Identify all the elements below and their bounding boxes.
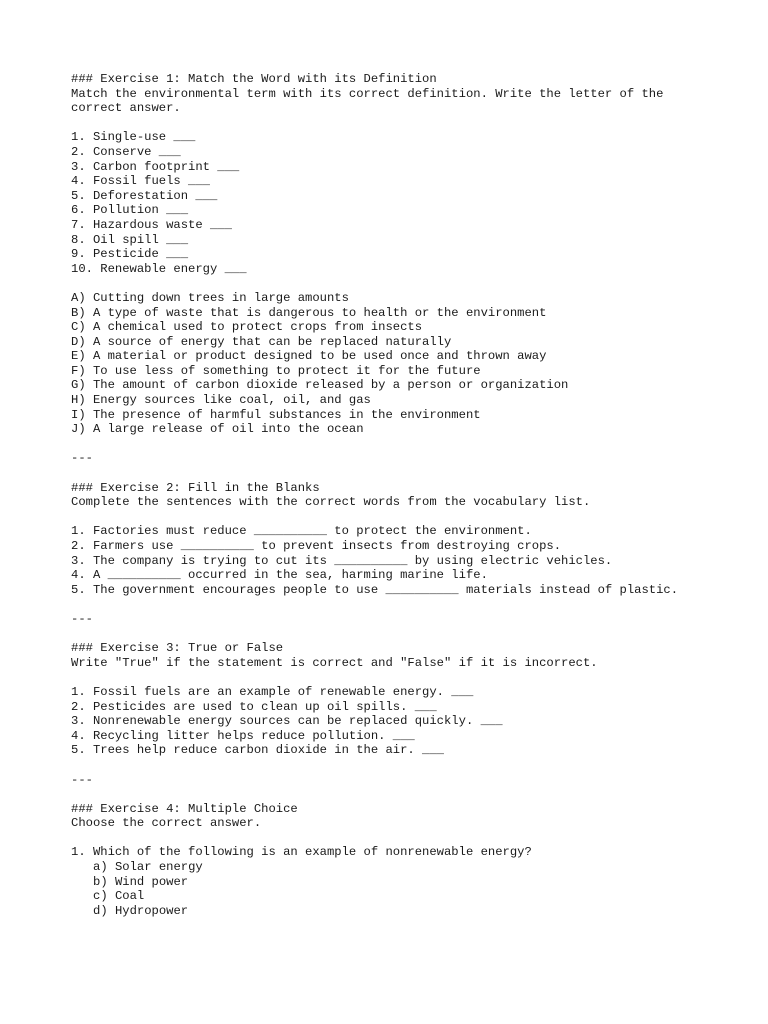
exercise-3-instruction: Write "True" if the statement is correct and "False" if it is incorrect. [71, 655, 598, 670]
true-false-item: 5. Trees help reduce carbon dioxide in the air. ___ [71, 743, 444, 758]
term-item: 5. Deforestation ___ [71, 188, 218, 203]
term-item: 10. Renewable energy ___ [71, 261, 247, 276]
definition-item: C) A chemical used to protect crops from insects [71, 320, 423, 335]
exercise-4-instruction: Choose the correct answer. [71, 816, 262, 831]
exercise-3-heading: ### Exercise 3: True or False [71, 641, 284, 656]
section-separator: --- [71, 611, 93, 626]
term-item: 4. Fossil fuels ___ [71, 174, 210, 189]
fill-blank-item: 1. Factories must reduce __________ to protect the environment. [71, 524, 532, 539]
worksheet-document [71, 72, 751, 918]
spacer [71, 627, 751, 642]
answer-option: a) Solar energy [93, 860, 203, 875]
definition-item: E) A material or product designed to be used once and thrown away [71, 349, 547, 364]
spacer [71, 276, 751, 291]
definition-item: B) A type of waste that is dangerous to health or the environment [71, 305, 547, 320]
definition-item: D) A source of energy that can be replaced naturally [71, 334, 452, 349]
spacer [71, 597, 751, 612]
definition-item: F) To use less of something to protect it for the future [71, 363, 481, 378]
exercise-1-heading: ### Exercise 1: Match the Word with its Definition [71, 72, 437, 86]
true-false-item: 2. Pesticides are used to clean up oil spills. ___ [71, 699, 437, 714]
fill-blank-item: 4. A __________ occurred in the sea, harming marine life. [71, 568, 488, 583]
fill-blank-item: 3. The company is trying to cut its __________ by using electric vehicles. [71, 553, 613, 568]
true-false-item: 4. Recycling litter helps reduce pollution. ___ [71, 728, 415, 743]
section-separator: --- [71, 451, 93, 466]
term-item: 8. Oil spill ___ [71, 232, 189, 247]
definition-item: H) Energy sources like coal, oil, and gas [71, 393, 371, 408]
spacer [71, 466, 751, 481]
spacer [71, 670, 751, 685]
definition-item: J) A large release of oil into the ocean [71, 422, 364, 437]
spacer [71, 437, 751, 452]
exercise-2-instruction: Complete the sentences with the correct words from the vocabulary list. [71, 495, 591, 510]
spacer [71, 831, 751, 846]
spacer [71, 787, 751, 802]
true-false-item: 1. Fossil fuels are an example of renewable energy. ___ [71, 684, 474, 699]
true-false-item: 3. Nonrenewable energy sources can be replaced quickly. ___ [71, 714, 503, 729]
exercise-1-instruction-continued: correct answer. [71, 101, 181, 116]
spacer [71, 116, 751, 131]
section-separator: --- [71, 772, 93, 787]
exercise-4-heading: ### Exercise 4: Multiple Choice [71, 801, 298, 816]
fill-blank-item: 2. Farmers use __________ to prevent insects from destroying crops. [71, 539, 562, 553]
spacer [71, 510, 751, 525]
answer-option: b) Wind power [93, 874, 189, 889]
term-item: 1. Single-use ___ [71, 130, 196, 145]
term-item: 7. Hazardous waste ___ [71, 217, 232, 232]
answer-option: c) Coal [93, 889, 145, 904]
definition-item: A) Cutting down trees in large amounts [71, 290, 349, 305]
definition-item: I) The presence of harmful substances in the environment [71, 407, 481, 422]
term-item: 2. Conserve ___ [71, 144, 181, 159]
term-item: 6. Pollution ___ [71, 203, 189, 218]
term-item: 3. Carbon footprint ___ [71, 159, 240, 174]
term-item: 9. Pesticide ___ [71, 247, 189, 262]
definition-item: G) The amount of carbon dioxide released by a person or organization [71, 378, 569, 393]
answer-option: d) Hydropower [93, 903, 189, 918]
exercise-2-heading: ### Exercise 2: Fill in the Blanks [71, 480, 320, 495]
exercise-1-instruction: Match the environmental term with its correct definition. Write the letter of the [71, 86, 664, 101]
fill-blank-item: 5. The government encourages people to use __________ materials instead of plastic. [71, 582, 679, 597]
multiple-choice-question: 1. Which of the following is an example of nonrenewable energy? [71, 845, 532, 860]
spacer [71, 758, 751, 773]
